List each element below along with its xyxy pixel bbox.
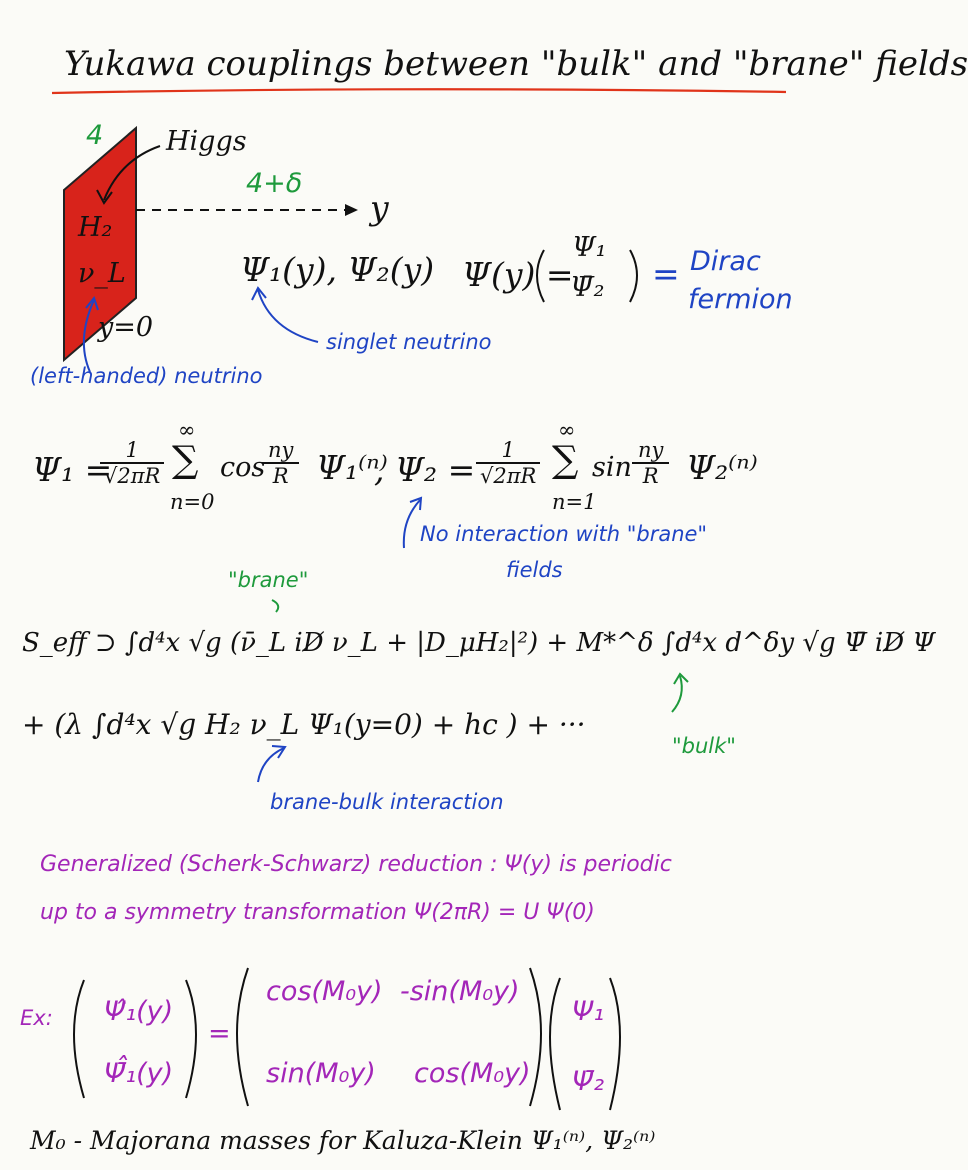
norm-sqrt: √2πR <box>104 464 161 488</box>
sum2-inf: ∞ <box>558 418 576 442</box>
ny-over-r-2 <box>632 438 669 488</box>
psi2-lhs: , Ψ₂ = <box>374 450 476 489</box>
sin-label: sin <box>592 452 632 483</box>
action-line-2: + (λ ∫d⁴x √g H₂ ν_L Ψ₁(y=0) + hc ) + ··· <box>22 708 586 741</box>
psi-def: Ψ(y) = <box>462 255 574 294</box>
footer-note: M₀ - Majorana masses for Kaluza-Klein Ψ₁⁽ⁿ⁾, Ψ₂⁽ⁿ⁾ <box>30 1126 656 1155</box>
matrix-12: -sin(M₀y) <box>400 976 520 1007</box>
psi1-component: Ψ₁ <box>572 232 607 263</box>
bulk-fields: Ψ₁(y), Ψ₂(y) <box>240 250 435 289</box>
sum1-symbol: ∑ <box>172 438 199 481</box>
brane-tag-arrow <box>272 600 278 612</box>
norm-one: 1 <box>100 438 164 464</box>
reduction-line-1: Generalized (Scherk-Schwarz) reduction : Ψ(y) is periodic <box>40 852 672 877</box>
higgs-label: Higgs <box>166 126 247 157</box>
example-label: Ex: <box>20 1006 53 1030</box>
dirac-label: Dirac <box>690 246 761 277</box>
bulk-tag-arrow <box>672 676 682 712</box>
fermion-label: fermion <box>688 284 793 315</box>
sum2-lower: n=1 <box>552 490 597 514</box>
dim-4-plus-delta-label: 4+δ <box>246 168 303 199</box>
dirac-equals: = <box>652 254 680 293</box>
matrix-11: cos(M₀y) <box>266 976 383 1007</box>
example-lhs-1: Ψ̂₁(y) <box>104 996 174 1027</box>
r-2: R <box>642 464 659 488</box>
singlet-arrow <box>258 290 318 342</box>
ny-over-r-1 <box>262 438 299 488</box>
psi1-lhs: Ψ₁ = <box>32 450 113 489</box>
reduction-line-2: up to a symmetry transformation Ψ(2πR) = U Ψ(0) <box>40 900 595 925</box>
y-axis-label: y <box>370 188 389 227</box>
matrix-21: sin(M₀y) <box>266 1058 376 1089</box>
brane-bulk-interaction-label: brane-bulk interaction <box>270 790 504 814</box>
matrix-22: cos(M₀y) <box>414 1058 531 1089</box>
singlet-neutrino-label: singlet neutrino <box>326 330 492 354</box>
brane-tag: "brane" <box>228 568 309 592</box>
norm-sqrt-2: √2πR <box>480 464 537 488</box>
ny-2: ny <box>632 438 669 464</box>
h2-label: H₂ <box>78 212 113 243</box>
title-underline <box>52 89 786 93</box>
psi2bar-component: Ψ̄₂ <box>570 272 605 303</box>
sum1-inf: ∞ <box>178 418 196 442</box>
psi1-mode: Ψ₁⁽ⁿ⁾ <box>316 448 388 487</box>
page-title: Yukawa couplings between "bulk" and "brane" fields <box>64 44 968 84</box>
sum2-symbol: ∑ <box>552 438 579 481</box>
no-interaction-arrow <box>404 500 420 548</box>
psi2-mode: Ψ₂⁽ⁿ⁾ <box>686 448 758 487</box>
y-eq-0-label: y=0 <box>98 312 154 343</box>
ny-1: ny <box>262 438 299 464</box>
sum1-lower: n=0 <box>170 490 215 514</box>
cos-label: cos <box>220 452 266 483</box>
nu-l-label: ν_L <box>78 258 126 289</box>
example-rhs-1: Ψ₁ <box>572 996 605 1027</box>
left-handed-neutrino-label: (left-handed) neutrino <box>30 364 263 388</box>
example-rhs-2: Ψ̄₂ <box>572 1066 605 1097</box>
example-lhs-2: Ψ̄̂₁(y) <box>104 1058 174 1089</box>
no-interaction-note-2: fields <box>506 558 563 582</box>
action-line-1: S_eff ⊃ ∫d⁴x √g (ν̄_L i𝐷̸ ν_L + |D_μH₂|²) + M*^δ ∫d⁴x d^δy √g Ψ̄ i𝐷̸ Ψ <box>22 628 936 658</box>
norm-fraction-2 <box>476 438 540 488</box>
norm-fraction-1 <box>100 438 164 488</box>
example-equals: = <box>208 1018 231 1049</box>
norm-one-2: 1 <box>476 438 540 464</box>
bulk-tag: "bulk" <box>672 734 736 758</box>
dim-4-label: 4 <box>86 120 104 151</box>
no-interaction-note: No interaction with "brane" <box>420 522 708 546</box>
r-1: R <box>272 464 289 488</box>
